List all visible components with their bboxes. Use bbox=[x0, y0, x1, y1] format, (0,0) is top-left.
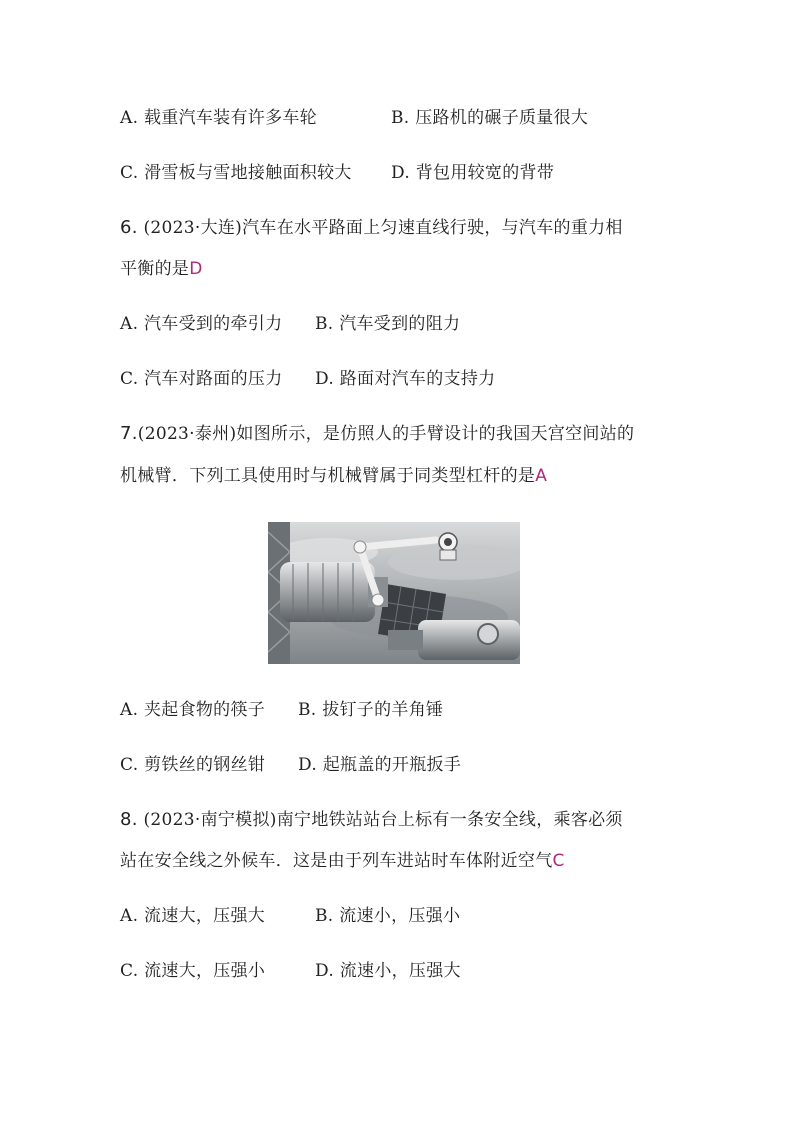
q6-stem-text1: (2023·大连)汽车在水平路面上匀速直线行驶，与汽车的重力相 bbox=[137, 218, 623, 238]
q5-option-d-text: D. 背包用较宽的背带 bbox=[391, 163, 555, 183]
q7-option-a-text: A. 夹起食物的筷子 bbox=[120, 700, 266, 720]
q7-answer: A bbox=[535, 466, 548, 486]
q8-stem-line1 bbox=[120, 809, 623, 831]
space-station-illustration bbox=[268, 522, 520, 664]
q6-option-d-text: D. 路面对汽车的支持力 bbox=[315, 369, 496, 389]
q8-option-a-text: A. 流速大，压强大 bbox=[120, 906, 266, 926]
q6-answer: D bbox=[189, 259, 203, 279]
q6-option-b bbox=[315, 313, 460, 335]
q7-stem-text2: 机械臂．下列工具使用时与机械臂属于同类型杠杆的是 bbox=[120, 466, 536, 486]
q8-option-b bbox=[315, 905, 460, 927]
q6-stem-text2: 平衡的是 bbox=[120, 259, 190, 279]
q6-option-c-text: C. 汽车对路面的压力 bbox=[120, 369, 283, 389]
q5-option-b bbox=[391, 107, 588, 129]
robotic-arm-photo bbox=[268, 522, 520, 664]
q6-option-d bbox=[315, 368, 495, 390]
q8-answer: C bbox=[552, 851, 565, 871]
q8-stem-text1: (2023·南宁模拟)南宁地铁站站台上标有一条安全线，乘客必须 bbox=[137, 810, 623, 830]
q6-option-b-text: B. 汽车受到的阻力 bbox=[315, 314, 461, 334]
q7-option-a bbox=[120, 699, 265, 721]
q6-option-a bbox=[120, 313, 282, 335]
q7-option-d-text: D. 起瓶盖的开瓶扳手 bbox=[298, 755, 462, 775]
q8-option-c-text: C. 流速大，压强小 bbox=[120, 961, 266, 981]
q8-option-d-text: D. 流速小，压强大 bbox=[315, 961, 461, 981]
q8-option-b-text: B. 流速小，压强小 bbox=[315, 906, 461, 926]
q8-number: 8. bbox=[120, 809, 138, 830]
q7-stem-line2 bbox=[120, 465, 547, 487]
q5-option-d bbox=[391, 162, 554, 184]
q5-option-a-text: A. 载重汽车装有许多车轮 bbox=[120, 108, 317, 128]
q6-stem-line2 bbox=[120, 258, 203, 280]
q7-option-c-text: C. 剪铁丝的钢丝钳 bbox=[120, 755, 266, 775]
q7-option-b-text: B. 拔钉子的羊角锤 bbox=[298, 700, 444, 720]
q5-option-c-text: C. 滑雪板与雪地接触面积较大 bbox=[120, 163, 352, 183]
q7-option-d bbox=[298, 754, 461, 776]
q5-option-a bbox=[120, 107, 317, 129]
q8-stem-text2: 站在安全线之外候车．这是由于列车进站时车体附近空气 bbox=[120, 851, 553, 871]
q6-option-c bbox=[120, 368, 283, 390]
q5-option-c bbox=[120, 162, 352, 184]
q7-option-c bbox=[120, 754, 265, 776]
q8-stem-line2 bbox=[120, 850, 565, 872]
q7-stem-text1: (2023·泰州)如图所示，是仿照人的手臂设计的我国天宫空间站的 bbox=[137, 424, 635, 444]
q7-number: 7. bbox=[120, 423, 138, 444]
q8-option-d bbox=[315, 960, 461, 982]
q7-stem-line1 bbox=[120, 423, 634, 445]
q7-option-b bbox=[298, 699, 443, 721]
q6-stem-line1 bbox=[120, 217, 623, 239]
q8-option-c bbox=[120, 960, 265, 982]
q8-option-a bbox=[120, 905, 265, 927]
q5-option-b-text: B. 压路机的碾子质量很大 bbox=[391, 108, 589, 128]
q6-number: 6. bbox=[120, 217, 138, 238]
q6-option-a-text: A. 汽车受到的牵引力 bbox=[120, 314, 283, 334]
